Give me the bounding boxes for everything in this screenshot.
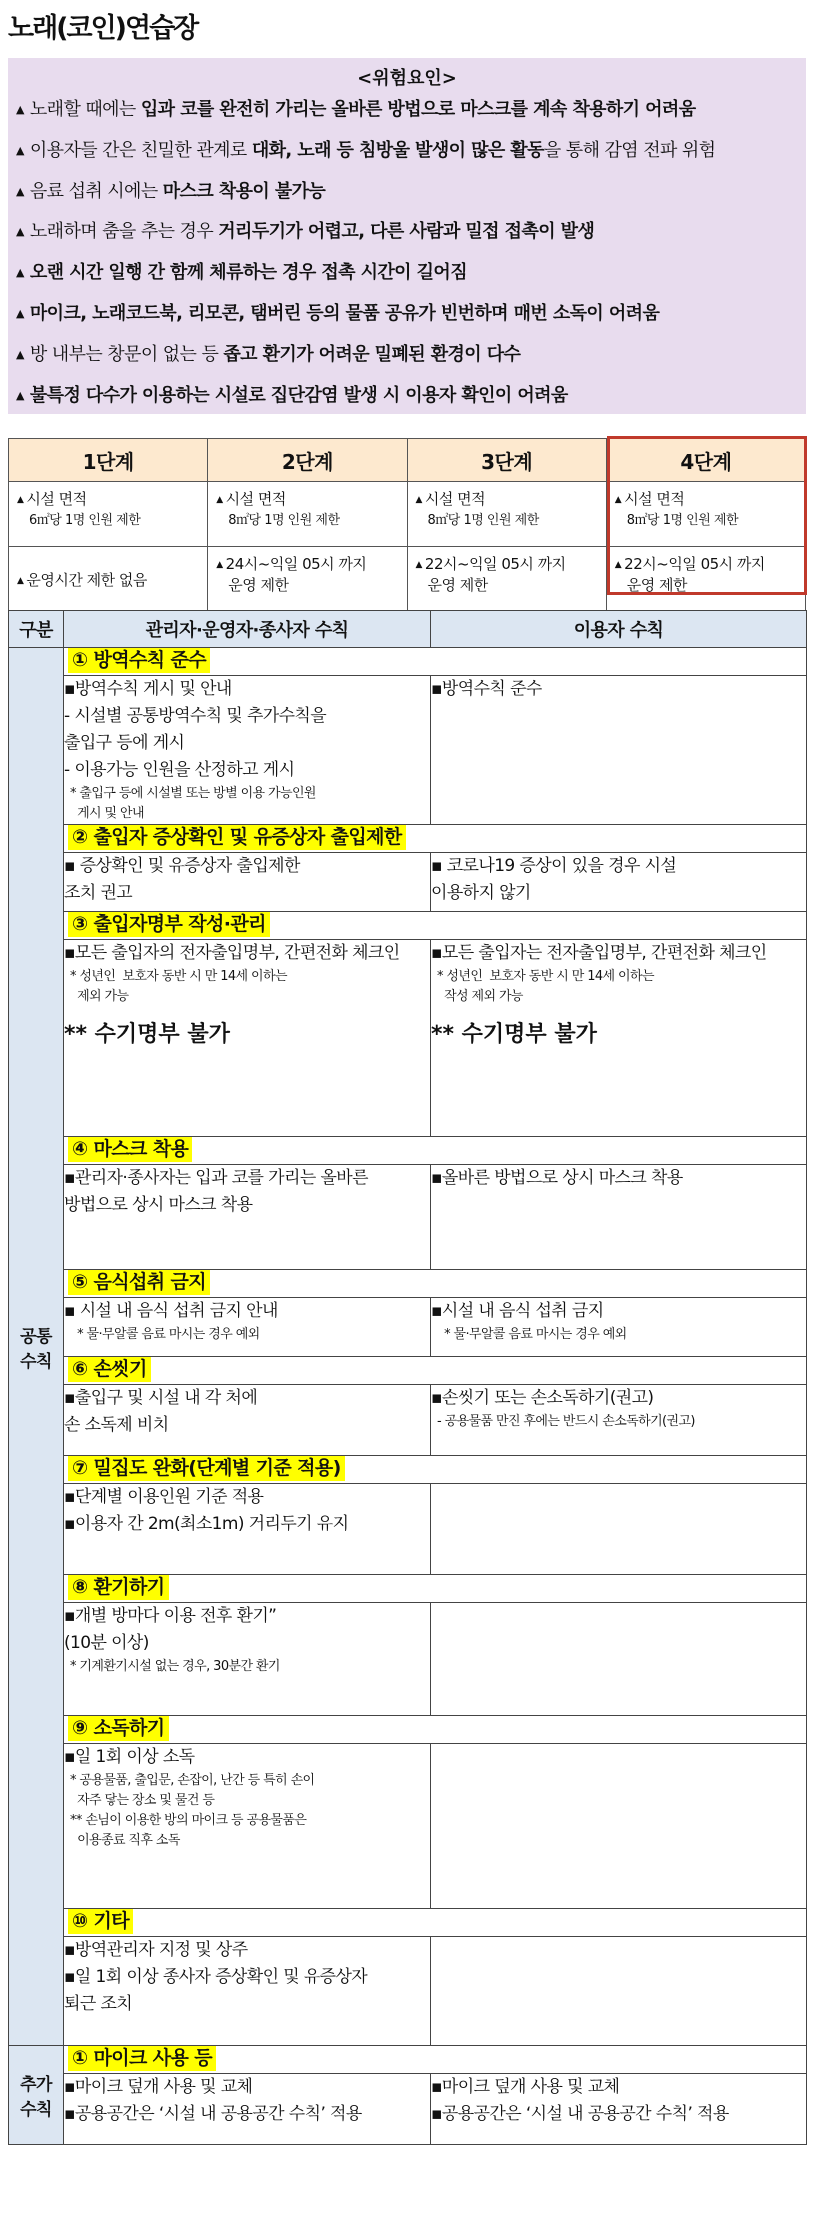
category-cell-common: 공통수칙 — [9, 648, 64, 2046]
risk-text: 입과 코를 완전히 가리는 올바른 방법으로 마스크를 계속 착용하기 어려움 — [140, 99, 696, 120]
stage-text: 시설 면적 — [26, 490, 87, 508]
section-title-cell — [64, 648, 807, 676]
stage-line: 8㎡당 1명 인원 제한 — [427, 513, 539, 528]
risk-text: 마이크, 노래코드북, 리모콘, 탬버린 등의 물품 공유가 빈번하며 매번 소독이 어려움 — [29, 302, 660, 324]
category-cell-extra: 추가수칙 — [9, 2046, 64, 2145]
risk-header: <위험요인> — [357, 68, 457, 89]
triangle-bullet-icon: ▲ — [16, 225, 24, 239]
risk-item — [8, 212, 806, 253]
page-title: 노래(코인)연습장 — [8, 13, 198, 44]
rule-note: * 성년인 보호자 동반 시 만 14세 이하는 — [70, 969, 287, 984]
risk-item — [8, 335, 806, 376]
operator-rule-cell — [64, 1603, 431, 1716]
stage-header: 3단계 — [407, 439, 606, 482]
stage-line: 운영 제한 — [427, 576, 488, 594]
section-title: ① 마이크 사용 등 — [68, 2046, 216, 2071]
stage-text: 시설 면적 — [624, 490, 685, 508]
rule-emphasis: ** 수기명부 불가 — [431, 1022, 597, 1047]
rule-line: ▪모든 출입자의 전자출입명부, 간편전화 체크인 — [64, 943, 400, 963]
operator-rule-cell — [64, 1937, 431, 2046]
section-title: ② 출입자 증상확인 및 유증상자 출입제한 — [68, 825, 406, 850]
triangle-bullet-icon: ▲ — [17, 495, 24, 505]
rule-line: ▪이용자 간 2m(최소1m) 거리두기 유지 — [64, 1514, 349, 1534]
section-title-cell — [64, 1137, 807, 1165]
stage-line — [615, 488, 797, 509]
rules-table — [8, 610, 807, 2145]
rule-note: * 물·무알콜 음료 마시는 경우 예외 — [70, 1327, 260, 1342]
stage-text: 22시~익일 05시 까지 — [624, 555, 765, 573]
risk-item — [8, 172, 806, 213]
triangle-bullet-icon: ▲ — [216, 560, 223, 570]
rule-note: * 출입구 등에 시설별 또는 방별 이용 가능인원 — [70, 786, 316, 801]
rule-line: ▪공용공간은 ‘시설 내 공용공간 수칙’ 적용 — [431, 2104, 729, 2124]
rule-note: * 공용물품, 출입문, 손잡이, 난간 등 특히 손이 — [70, 1773, 315, 1788]
section-title-cell — [64, 1575, 807, 1603]
rule-line: ▪관리자·종사자는 입과 코를 가리는 올바른 — [64, 1168, 368, 1188]
rule-line: ▪시설 내 음식 섭취 금지 — [431, 1301, 604, 1321]
risk-text: 대화, 노래 등 침방울 발생이 많은 활동 — [251, 139, 544, 161]
stage-text: 시설 면적 — [424, 490, 486, 508]
operator-rule-cell — [64, 1165, 431, 1270]
triangle-bullet-icon: ▲ — [16, 306, 24, 320]
section-title: ⑨ 소독하기 — [68, 1716, 169, 1741]
section-title-cell — [64, 912, 807, 940]
triangle-bullet-icon: ▲ — [216, 495, 223, 505]
section-title-cell — [64, 2046, 807, 2074]
risk-text: 좁고 환기가 어려운 밀폐된 환경이 다수 — [223, 343, 521, 365]
operator-rule-cell — [64, 676, 431, 825]
triangle-bullet-icon: ▲ — [16, 388, 24, 402]
user-rule-cell — [431, 2074, 807, 2145]
rule-line: 이용하지 않기 — [431, 883, 531, 903]
user-rule-cell — [431, 1385, 807, 1456]
stage-cell — [9, 547, 208, 612]
section-title: ⑧ 환기하기 — [68, 1575, 169, 1600]
rule-line: ▪손씻기 또는 손소독하기(권고) — [431, 1388, 654, 1408]
risk-item — [8, 294, 806, 335]
operator-rule-cell — [64, 940, 431, 1137]
stage-line: 8㎡당 1명 인원 제한 — [626, 513, 739, 528]
stage-cell — [9, 482, 208, 547]
user-rule-cell — [431, 1298, 807, 1357]
operator-rule-cell — [64, 1385, 431, 1456]
stage-line: 8㎡당 1명 인원 제한 — [228, 513, 340, 528]
triangle-bullet-icon: ▲ — [16, 143, 24, 157]
rule-line: ▪마이크 덮개 사용 및 교체 — [431, 2077, 620, 2097]
triangle-bullet-icon: ▲ — [16, 347, 24, 361]
user-rule-cell — [431, 1744, 807, 1909]
rule-line: ▪일 1회 이상 종사자 증상확인 및 유증상자 — [64, 1967, 368, 1987]
section-title-cell — [64, 1456, 807, 1484]
section-title: ④ 마스크 착용 — [68, 1137, 192, 1162]
col-header-user: 이용자 수칙 — [431, 611, 807, 648]
operator-rule-cell — [64, 1484, 431, 1575]
rule-line: 손 소독제 비치 — [64, 1415, 169, 1435]
stage-line — [416, 553, 598, 574]
stage-cell — [407, 482, 606, 547]
triangle-bullet-icon: ▲ — [17, 575, 24, 586]
stage-text: 24시~익일 05시 까지 — [225, 555, 367, 573]
risk-text: 노래하며 춤을 추는 경우 — [29, 221, 219, 243]
rule-line: ▪일 1회 이상 소독 — [64, 1747, 195, 1767]
stage-cell — [606, 547, 805, 612]
risk-item — [8, 253, 806, 294]
rule-note: * 기계환기시설 없는 경우, 30분간 환기 — [70, 1659, 280, 1674]
stage-header: 2단계 — [208, 439, 407, 482]
stage-header: 1단계 — [9, 439, 208, 482]
rule-line: ▪공용공간은 ‘시설 내 공용공간 수칙’ 적용 — [64, 2104, 362, 2124]
section-title-cell — [64, 1357, 807, 1385]
rule-note: * 성년인 보호자 동반 시 만 14세 이하는 — [437, 969, 654, 984]
rule-line: - 이용가능 인원을 산정하고 게시 — [64, 760, 295, 780]
rule-line: 조치 권고 — [64, 883, 133, 903]
rule-line: ▪개별 방마다 이용 전후 환기” — [64, 1606, 277, 1626]
risk-item — [8, 376, 806, 417]
triangle-bullet-icon: ▲ — [415, 495, 422, 505]
stage-text: 시설 면적 — [225, 490, 286, 508]
rule-line: ▪ 코로나19 증상이 있을 경우 시설 — [431, 856, 677, 876]
operator-rule-cell — [64, 1744, 431, 1909]
risk-list — [8, 90, 806, 416]
risk-text: 노래할 때에는 — [29, 99, 141, 120]
rule-line: ▪모든 출입자는 전자출입명부, 간편전화 체크인 — [431, 943, 767, 963]
risk-text: 을 통해 감염 전파 위험 — [543, 139, 716, 161]
section-title: ① 방역수칙 준수 — [68, 648, 210, 673]
stage-line — [17, 488, 199, 509]
stage-text: 운영시간 제한 없음 — [26, 570, 147, 589]
risk-item — [8, 90, 806, 131]
rule-note: 게시 및 안내 — [70, 806, 144, 821]
triangle-bullet-icon: ▲ — [614, 495, 622, 505]
rule-line: ▪방역수칙 준수 — [431, 679, 542, 699]
section-title-cell — [64, 1716, 807, 1744]
stage-line: 운영 제한 — [228, 576, 289, 594]
rule-note: * 물·무알콜 음료 마시는 경우 예외 — [437, 1327, 627, 1342]
risk-text: 이용자들 간은 친밀한 관계로 — [29, 139, 252, 161]
risk-factors-box — [8, 58, 806, 414]
section-title: ⑦ 밀집도 완화(단계별 기준 적용) — [68, 1456, 345, 1481]
user-rule-cell — [431, 1937, 807, 2046]
rule-line: (10분 이상) — [64, 1633, 149, 1653]
risk-text: 오랜 시간 일행 간 함께 체류하는 경우 접촉 시간이 길어짐 — [29, 262, 467, 284]
rule-line: ▪올바른 방법으로 상시 마스크 착용 — [431, 1168, 683, 1188]
operator-rule-cell — [64, 2074, 431, 2145]
rule-note: ** 손님이 이용한 방의 마이크 등 공용물품은 — [70, 1813, 307, 1828]
rule-line: ▪출입구 및 시설 내 각 처에 — [64, 1388, 258, 1408]
rule-emphasis: ** 수기명부 불가 — [64, 1022, 230, 1047]
user-rule-cell — [431, 1603, 807, 1716]
stage-line — [216, 553, 398, 574]
triangle-bullet-icon: ▲ — [415, 560, 422, 570]
risk-item — [8, 131, 806, 172]
rule-line: ▪ 증상확인 및 유증상자 출입제한 — [64, 856, 300, 876]
rule-note: 이용종료 직후 소독 — [70, 1833, 180, 1848]
rule-line: 퇴근 조치 — [64, 1994, 133, 2014]
section-title-cell — [64, 1909, 807, 1937]
section-title: ⑥ 손씻기 — [68, 1357, 151, 1382]
section-title: ⑩ 기타 — [68, 1909, 133, 1934]
risk-text: 거리두기가 어렵고, 다른 사람과 밀접 접촉이 발생 — [218, 221, 595, 243]
rule-line: 출입구 등에 게시 — [64, 733, 185, 753]
rule-line: ▪단계별 이용인원 기준 적용 — [64, 1487, 264, 1507]
section-title-cell — [64, 1270, 807, 1298]
stage-line — [416, 488, 598, 509]
operator-rule-cell — [64, 853, 431, 912]
stage-line — [17, 569, 199, 590]
user-rule-cell — [431, 676, 807, 825]
triangle-bullet-icon: ▲ — [16, 266, 24, 280]
user-rule-cell — [431, 940, 807, 1137]
rule-note: 제외 가능 — [70, 989, 129, 1004]
rule-line: ▪방역관리자 지정 및 상주 — [64, 1940, 248, 1960]
stage-cell — [208, 482, 407, 547]
risk-text: 불특정 다수가 이용하는 시설로 집단감염 발생 시 이용자 확인이 어려움 — [29, 384, 568, 406]
user-rule-cell — [431, 1484, 807, 1575]
stage-header: 4단계 — [606, 439, 805, 482]
rule-note: - 공용물품 만진 후에는 반드시 손소독하기(권고) — [437, 1414, 695, 1429]
rule-line: ▪마이크 덮개 사용 및 교체 — [64, 2077, 253, 2097]
stage-table — [8, 438, 806, 612]
stage-line: 6㎡당 1명 인원 제한 — [29, 513, 141, 528]
triangle-bullet-icon: ▲ — [16, 103, 24, 116]
risk-text: 방 내부는 창문이 없는 등 — [29, 343, 224, 365]
section-title: ③ 출입자명부 작성·관리 — [68, 912, 270, 937]
stage-line — [216, 488, 398, 509]
rule-line: ▪ 시설 내 음식 섭취 금지 안내 — [64, 1301, 278, 1321]
stage-cell — [208, 547, 407, 612]
stage-cell — [407, 547, 606, 612]
stage-cell — [606, 482, 805, 547]
operator-rule-cell — [64, 1298, 431, 1357]
rule-line: - 시설별 공통방역수칙 및 추가수칙을 — [64, 706, 327, 726]
col-header-category: 구분 — [9, 611, 64, 648]
section-title: ⑤ 음식섭취 금지 — [68, 1270, 210, 1295]
stage-text: 22시~익일 05시 까지 — [424, 555, 566, 573]
user-rule-cell — [431, 853, 807, 912]
stage-line: 운영 제한 — [626, 576, 687, 594]
rule-line: ▪방역수칙 게시 및 안내 — [64, 679, 232, 699]
risk-text: 음료 섭취 시에는 — [29, 180, 163, 202]
triangle-bullet-icon: ▲ — [16, 184, 24, 198]
user-rule-cell — [431, 1165, 807, 1270]
risk-text: 마스크 착용이 불가능 — [162, 180, 326, 202]
stage-line — [615, 553, 797, 574]
col-header-operator: 관리자·운영자·종사자 수칙 — [64, 611, 431, 648]
triangle-bullet-icon: ▲ — [614, 560, 622, 570]
rule-note: 자주 닿는 장소 및 물건 등 — [70, 1793, 215, 1808]
rule-line: 방법으로 상시 마스크 착용 — [64, 1195, 253, 1215]
rule-note: 작성 제외 가능 — [437, 989, 523, 1004]
section-title-cell — [64, 825, 807, 853]
